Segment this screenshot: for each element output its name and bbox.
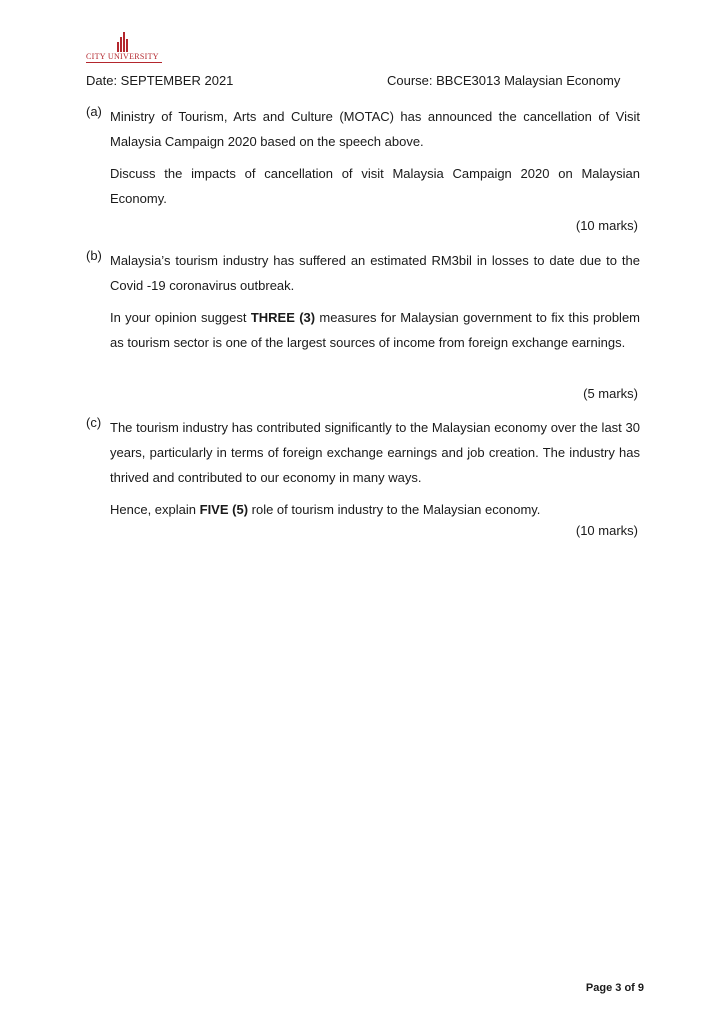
question-label: (a): [86, 104, 102, 119]
question-label: (c): [86, 415, 102, 430]
question-text: Ministry of Tourism, Arts and Culture (MOTAC) has announced the cancellation of Visit Malaysia Campaign 2020 based on the speech above.: [110, 109, 640, 149]
logo-text: CITY UNIVERSITY: [86, 52, 159, 61]
question-a: [86, 104, 640, 211]
exam-date: Date: SEPTEMBER 2021: [86, 73, 234, 88]
logo-underline: [86, 62, 162, 63]
question-b: [86, 248, 640, 355]
question-label: (b): [86, 248, 102, 263]
marks-allocation: (10 marks): [575, 523, 638, 538]
emphasis: THREE (3): [250, 310, 316, 325]
tower-logo-icon: [116, 32, 130, 52]
question-instruction: Hence, explain FIVE (5) role of tourism industry to the Malaysian economy.: [110, 502, 541, 517]
marks-allocation: (10 marks): [575, 218, 638, 233]
question-text: Malaysia’s tourism industry has suffered an estimated RM3bil in losses to date due to the Covid -19 coronavirus outbreak.: [110, 253, 640, 293]
marks-allocation: (5 marks): [583, 386, 638, 401]
question-c: [86, 415, 640, 522]
question-instruction: In your opinion suggest THREE (3) measures for Malaysian government to fix this problem as tourism sector is one of the largest sources of income from foreign exchange earnings.: [110, 310, 641, 350]
course-title: Course: BBCE3013 Malaysian Economy: [387, 73, 621, 88]
page-header: [86, 73, 638, 91]
emphasis: FIVE (5): [199, 502, 249, 517]
question-instruction: Discuss the impacts of cancellation of visit Malaysia Campaign 2020 on Malaysian Economy.: [110, 166, 640, 206]
question-text: The tourism industry has contributed significantly to the Malaysian economy over the last 30 years, particularly in terms of foreign exchange earnings and job creation. The industry has thrived and contributed to our economy in many ways.: [110, 420, 640, 485]
university-logo: [86, 32, 166, 66]
page-number: Page 3 of 9: [585, 982, 644, 994]
